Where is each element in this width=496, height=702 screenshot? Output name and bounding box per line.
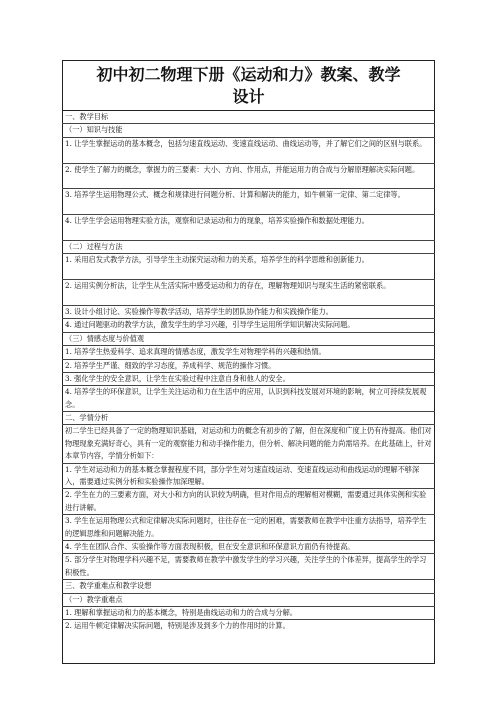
table-row: 1. 让学生掌握运动的基本概念，包括匀速直线运动、变速直线运动、曲线运动等，并了解它们之间的区别与联系。 — [62, 138, 435, 164]
table-row: 二、学情分析 — [62, 412, 435, 425]
table-row: 2. 培养学生严谨、细致的学习态度，养成科学、规范的操作习惯。 — [62, 360, 435, 373]
table-row: 2. 运用牛顿定律解决实际问题，特别是涉及到多个力的作用时的计算。 — [65, 621, 290, 631]
table-row: 3. 培养学生运用物理公式、概念和规律进行问题分析、计算和解决的能力，如牛顿第一定律、第二定律等。 — [62, 189, 435, 215]
table-row: 4. 培养学生的环保意识，让学生关注运动和力在生活中的应用，认识到科技发展对环境的影响，树立可持续发展观念。 — [62, 386, 435, 412]
table-row: 4. 通过问题驱动的教学方法，激发学生的学习兴趣，引导学生运用所学知识解决实际问题。 — [62, 319, 435, 332]
table-row: 1. 采用启发式教学方法，引导学生主动探究运动和力的关系，培养学生的科学思维和创新能力。 — [62, 254, 435, 280]
document-body — [62, 111, 435, 634]
table-row: 2. 运用实例分析法，让学生从生活实际中感受运动和力的存在，理解物理知识与现实生活的紧密联系。 — [62, 280, 435, 306]
table-row: （一）教学重难点 — [62, 594, 435, 607]
table-row: 3. 强化学生的安全意识，让学生在实验过程中注意自身和他人的安全。 — [62, 373, 435, 386]
title-line-2: 设计 — [232, 87, 265, 106]
table-row: 三、教学重难点和教学设想 — [62, 580, 435, 593]
table-row: （二）过程与方法 — [62, 241, 435, 254]
table-row: 2. 使学生了解力的概念，掌握力的三要素：大小、方向、作用点，并能运用力的合成与分解原理解决实际问题。 — [62, 164, 435, 190]
table-row: 初二学生已经具备了一定的物理知识基础，对运动和力的概念有初步的了解，但在深度和广度上仍有待提高。他们对物理现象充满好奇心，具有一定的观察能力和动手操作能力，但分析、解决问题的能力尚需培养。在此基础上，针对本章节内容，学情分析如下： — [62, 425, 435, 463]
table-row: 1. 培养学生热爱科学、追求真理的情感态度，激发学生对物理学科的兴趣和热情。 — [62, 346, 435, 359]
table-row: （一）知识与技能 — [62, 124, 435, 137]
table-row: 一、教学目标 — [62, 111, 435, 124]
table-row: 3. 学生在运用物理公式和定律解决实际问题时，往往存在一定的困难，需要教师在教学中注重方法指导，培养学生的逻辑思维和问题解决能力。 — [62, 515, 435, 541]
table-row: 4. 让学生学会运用物理实验方法，观察和记录运动和力的现象，培养实验操作和数据处理能力。 — [62, 215, 435, 241]
document-title — [62, 60, 435, 111]
table-row: 1. 理解和掌握运动和力的基本概念，特别是曲线运动和力的合成与分解。 — [62, 607, 435, 620]
table-row: （三）情感态度与价值观 — [62, 333, 435, 346]
table-row: 1. 学生对运动和力的基本概念掌握程度不同，部分学生对匀速直线运动、变速直线运动和曲线运动的理解不够深入，需要通过实例分析和实验操作加深理解。 — [62, 464, 435, 490]
table-row: 2. 学生在力的三要素方面，对大小和方向的认识较为明确，但对作用点的理解相对模糊，需要通过具体实例和实验进行讲解。 — [62, 489, 435, 515]
table-row: 5. 部分学生对物理学科兴趣不足，需要教师在教学中激发学生的学习兴趣，关注学生的个体差异，提高学生的学习积极性。 — [62, 554, 435, 580]
table-row: 4. 学生在团队合作、实验操作等方面表现积极，但在安全意识和环保意识方面仍有待提高。 — [62, 541, 435, 554]
table-row: 3. 设计小组讨论、实验操作等教学活动，培养学生的团队协作能力和实践操作能力。 — [62, 306, 435, 319]
title-line-1: 初中初二物理下册《运动和力》教案、教学 — [96, 65, 401, 84]
